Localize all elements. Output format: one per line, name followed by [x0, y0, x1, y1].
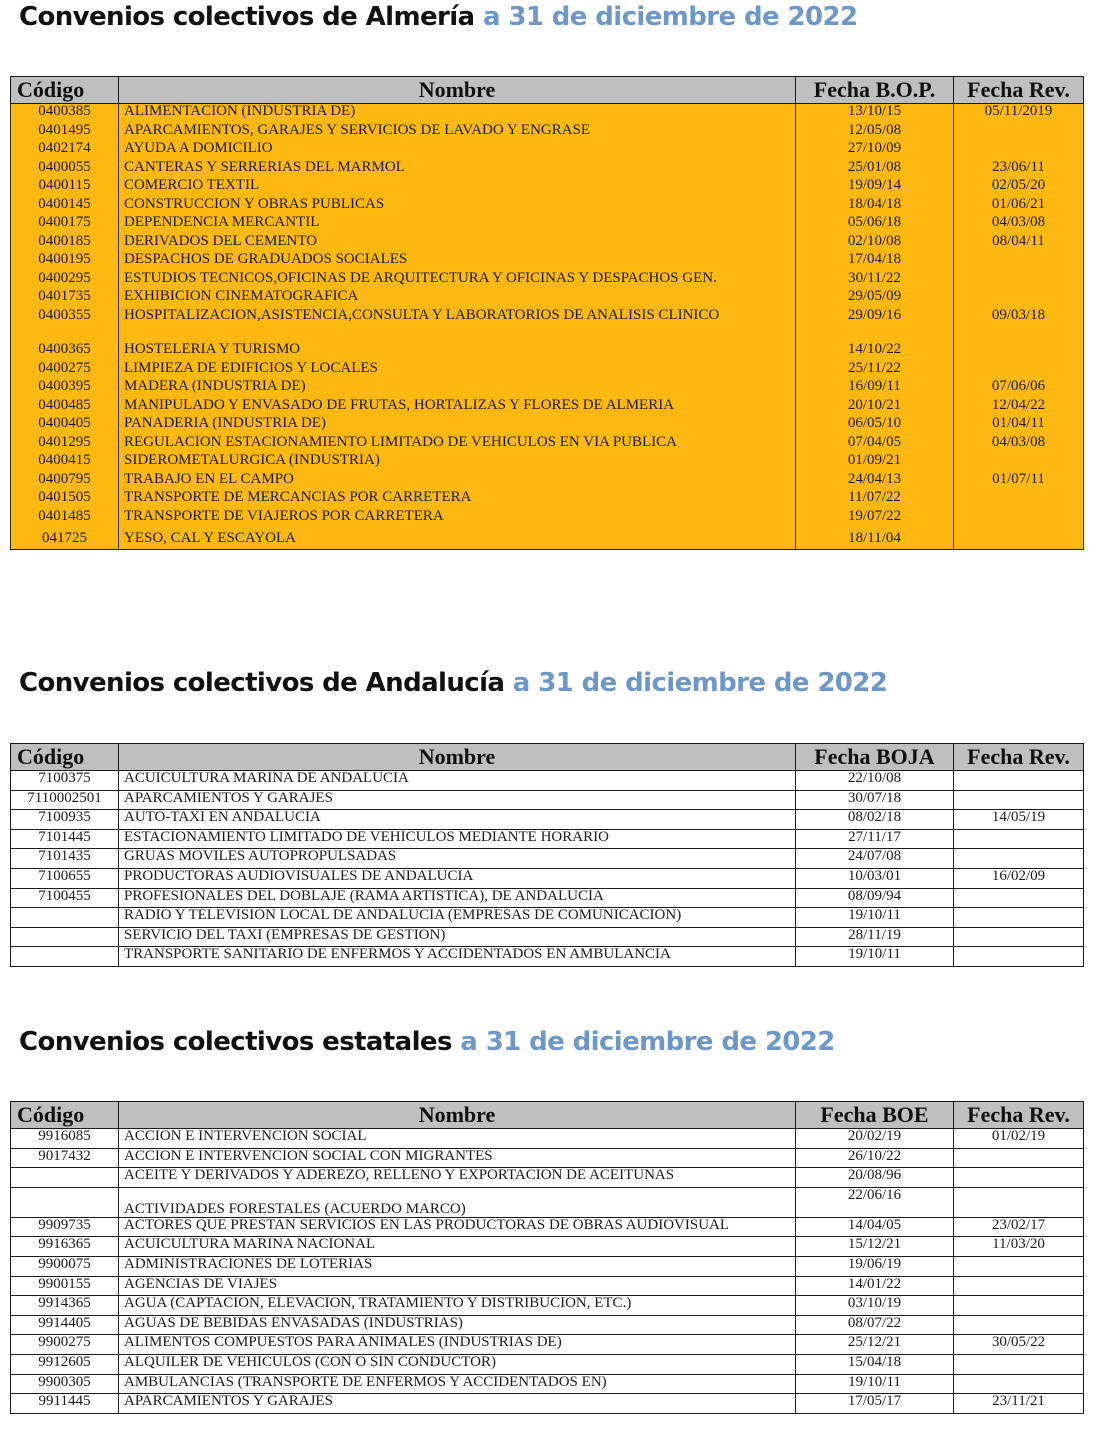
andalucia-table-body	[11, 771, 1084, 967]
cell-code	[11, 908, 119, 928]
cell-code: 9900075	[11, 1256, 119, 1276]
almeria-table	[10, 76, 1084, 550]
cell-code: 0401495	[11, 123, 119, 142]
table-row	[11, 252, 1084, 271]
cell-code: 9914405	[11, 1315, 119, 1335]
cell-code: 9916365	[11, 1237, 119, 1257]
column-header-code: Código	[11, 77, 119, 104]
cell-rev	[954, 1374, 1084, 1394]
cell-date: 25/01/08	[796, 160, 954, 179]
cell-date: 08/07/22	[796, 1315, 954, 1335]
cell-name: PANADERIA (INDUSTRIA DE)	[119, 416, 796, 435]
cell-date: 03/10/19	[796, 1296, 954, 1316]
cell-code: 9900155	[11, 1276, 119, 1296]
column-header-date: Fecha BOE	[796, 1102, 954, 1129]
cell-name: ACCION E INTERVENCION SOCIAL CON MIGRANTES	[119, 1148, 796, 1168]
cell-rev	[954, 908, 1084, 928]
cell-rev: 23/02/17	[954, 1217, 1084, 1237]
cell-name: TRABAJO EN EL CAMPO	[119, 472, 796, 491]
column-header-name: Nombre	[119, 77, 796, 104]
cell-name: APARCAMIENTOS, GARAJES Y SERVICIOS DE LAVADO Y ENGRASE	[119, 123, 796, 142]
cell-code: 0400115	[11, 178, 119, 197]
cell-date: 02/10/08	[796, 234, 954, 253]
cell-name: PROFESIONALES DEL DOBLAJE (RAMA ARTISTICA), DE ANDALUCIA	[119, 888, 796, 908]
cell-code: 0400275	[11, 361, 119, 380]
cell-rev: 09/03/18	[954, 308, 1084, 342]
table-row	[11, 1374, 1084, 1394]
table-row	[11, 1237, 1084, 1257]
table-row	[11, 810, 1084, 830]
cell-name: AGUAS DE BEBIDAS ENVASADAS (INDUSTRIAS)	[119, 1315, 796, 1335]
cell-date: 12/05/08	[796, 123, 954, 142]
table-header-row	[11, 1102, 1084, 1129]
cell-date: 27/10/09	[796, 141, 954, 160]
cell-name: EXHIBICIÓN CINEMATOGRÁFICA	[119, 289, 796, 308]
cell-rev: 23/06/11	[954, 160, 1084, 179]
cell-rev	[954, 271, 1084, 290]
cell-rev: 01/06/21	[954, 197, 1084, 216]
cell-name: GRUAS MOVILES AUTOPROPULSADAS	[119, 849, 796, 869]
table-row	[11, 361, 1084, 380]
table-header-row	[11, 77, 1084, 104]
cell-date: 19/10/11	[796, 908, 954, 928]
cell-date: 24/07/08	[796, 849, 954, 869]
cell-code: 0401735	[11, 289, 119, 308]
cell-rev	[954, 361, 1084, 380]
table-row	[11, 472, 1084, 491]
cell-date: 20/08/96	[796, 1168, 954, 1188]
cell-name: ACEITE Y DERIVADOS Y ADEREZO, RELLENO Y EXPORTACION DE ACEITUNAS	[119, 1168, 796, 1188]
cell-code: 0401505	[11, 490, 119, 509]
cell-date: 08/02/18	[796, 810, 954, 830]
cell-date: 30/07/18	[796, 790, 954, 810]
cell-rev	[954, 1354, 1084, 1374]
cell-code: 0400395	[11, 379, 119, 398]
cell-rev: 14/05/19	[954, 810, 1084, 830]
cell-code: 0400405	[11, 416, 119, 435]
cell-code: 7100375	[11, 771, 119, 791]
cell-name: CONSTRUCCION Y OBRAS PUBLICAS	[119, 197, 796, 216]
cell-rev	[954, 1168, 1084, 1188]
cell-code: 041725	[11, 527, 119, 550]
cell-name: ACTIVIDADES FORESTALES (ACUERDO MARCO)	[119, 1187, 796, 1217]
cell-date: 01/09/21	[796, 453, 954, 472]
table-row	[11, 1217, 1084, 1237]
table-row	[11, 1148, 1084, 1168]
cell-name: CANTERAS Y SERRERIAS DEL MARMOL	[119, 160, 796, 179]
cell-name: ACTORES QUE PRESTAN SERVICIOS EN LAS PRODUCTORAS DE OBRAS AUDIOVISUAL	[119, 1217, 796, 1237]
cell-name: DEPENDENCIA MERCANTIL	[119, 215, 796, 234]
cell-code: 0401295	[11, 435, 119, 454]
cell-code: 9912605	[11, 1354, 119, 1374]
cell-date: 16/09/11	[796, 379, 954, 398]
cell-rev: 11/03/20	[954, 1237, 1084, 1257]
almeria-table-body	[11, 104, 1084, 550]
cell-rev	[954, 527, 1084, 550]
cell-name: YESO, CAL Y ESCAYOLA	[119, 527, 796, 550]
cell-date: 25/12/21	[796, 1335, 954, 1355]
cell-rev	[954, 771, 1084, 791]
cell-name: ADMINISTRACIONES DE LOTERIAS	[119, 1256, 796, 1276]
cell-rev	[954, 453, 1084, 472]
cell-date: 28/11/19	[796, 927, 954, 947]
table-row	[11, 234, 1084, 253]
cell-name: DESPACHOS DE GRADUADOS SOCIALES	[119, 252, 796, 271]
column-header-date: Fecha B.O.P.	[796, 77, 954, 104]
cell-code: 0401485	[11, 509, 119, 528]
cell-rev: 05/11/2019	[954, 104, 1084, 123]
cell-date: 26/10/22	[796, 1148, 954, 1168]
table-row	[11, 160, 1084, 179]
cell-rev	[954, 1315, 1084, 1335]
cell-date: 05/06/18	[796, 215, 954, 234]
table-row	[11, 1276, 1084, 1296]
cell-date: 27/11/17	[796, 829, 954, 849]
cell-code	[11, 927, 119, 947]
andalucia-table	[10, 743, 1084, 967]
cell-rev: 01/07/11	[954, 472, 1084, 491]
table-row	[11, 104, 1084, 123]
cell-rev	[954, 1296, 1084, 1316]
cell-rev	[954, 947, 1084, 967]
table-row	[11, 342, 1084, 361]
cell-date: 15/12/21	[796, 1237, 954, 1257]
cell-code: 9914365	[11, 1296, 119, 1316]
cell-code: 7100655	[11, 868, 119, 888]
table-row	[11, 271, 1084, 290]
cell-name: AMBULANCIAS (TRANSPORTE DE ENFERMOS Y ACCIDENTADOS EN)	[119, 1374, 796, 1394]
cell-rev	[954, 252, 1084, 271]
andalucia-title	[19, 667, 887, 699]
cell-name: HOSTELERIA Y TURISMO	[119, 342, 796, 361]
cell-date: 13/10/15	[796, 104, 954, 123]
cell-rev: 12/04/22	[954, 398, 1084, 417]
cell-name: MANIPULADO Y ENVASADO DE FRUTAS, HORTALIZAS Y FLORES DE ALMERIA	[119, 398, 796, 417]
cell-code: 0400485	[11, 398, 119, 417]
cell-name: HOSPITALIZACION,ASISTENCIA,CONSULTA Y LABORATORIOS DE ANALISIS CLINICO	[119, 308, 796, 342]
cell-date: 17/05/17	[796, 1394, 954, 1414]
table-row	[11, 1129, 1084, 1149]
cell-name: SERVICIO DEL TAXI (EMPRESAS DE GESTIÓN)	[119, 927, 796, 947]
table-row	[11, 908, 1084, 928]
cell-date: 14/04/05	[796, 1217, 954, 1237]
cell-name: SIDEROMETALURGICA (INDUSTRIA)	[119, 453, 796, 472]
cell-date: 10/03/01	[796, 868, 954, 888]
cell-code: 0400145	[11, 197, 119, 216]
almeria-title	[19, 1, 857, 33]
cell-name: AGENCIAS DE VIAJES	[119, 1276, 796, 1296]
table-row	[11, 927, 1084, 947]
cell-date: 14/01/22	[796, 1276, 954, 1296]
cell-name: AGUA (CAPTACION, ELEVACION, TRATAMIENTO Y DISTRIBUCION, ETC.)	[119, 1296, 796, 1316]
table-row	[11, 398, 1084, 417]
cell-rev: 16/02/09	[954, 868, 1084, 888]
cell-rev: 01/02/19	[954, 1129, 1084, 1149]
cell-name: RADIO Y TELEVISION LOCAL DE ANDALUCÍA (EMPRESAS DE COMUNICACIÓN)	[119, 908, 796, 928]
table-row	[11, 849, 1084, 869]
table-row	[11, 947, 1084, 967]
cell-date: 19/06/19	[796, 1256, 954, 1276]
table-row	[11, 416, 1084, 435]
table-row	[11, 771, 1084, 791]
cell-code: 9911445	[11, 1394, 119, 1414]
cell-code: 0402174	[11, 141, 119, 160]
column-header-rev: Fecha Rev.	[954, 1102, 1084, 1129]
cell-rev	[954, 1276, 1084, 1296]
cell-name: ALIMENTACION (INDUSTRIA DE)	[119, 104, 796, 123]
cell-date: 29/09/16	[796, 308, 954, 342]
cell-name: TRANSPORTE DE VIAJEROS POR CARRETERA	[119, 509, 796, 528]
cell-date: 19/10/11	[796, 947, 954, 967]
table-row	[11, 829, 1084, 849]
table-row	[11, 1315, 1084, 1335]
cell-rev: 08/04/11	[954, 234, 1084, 253]
cell-name: AYUDA A DOMICILIO	[119, 141, 796, 160]
cell-name: AUTO-TAXI EN ANDALUCIA	[119, 810, 796, 830]
table-row	[11, 1335, 1084, 1355]
cell-code: 9017432	[11, 1148, 119, 1168]
cell-code: 9900305	[11, 1374, 119, 1394]
cell-rev	[954, 141, 1084, 160]
table-row	[11, 197, 1084, 216]
cell-date: 07/04/05	[796, 435, 954, 454]
cell-date: 22/06/16	[796, 1187, 954, 1217]
cell-rev	[954, 888, 1084, 908]
cell-rev: 02/05/20	[954, 178, 1084, 197]
table-row	[11, 509, 1084, 528]
cell-date: 11/07/22	[796, 490, 954, 509]
cell-rev	[954, 1187, 1084, 1217]
cell-date: 24/04/13	[796, 472, 954, 491]
cell-rev	[954, 927, 1084, 947]
cell-name: ESTUDIOS TECNICOS,OFICINAS DE ARQUITECTURA Y OFICINAS Y DESPACHOS GEN.	[119, 271, 796, 290]
cell-code: 0400175	[11, 215, 119, 234]
cell-rev: 04/03/08	[954, 435, 1084, 454]
column-header-code: Código	[11, 744, 119, 771]
cell-rev	[954, 1148, 1084, 1168]
cell-rev: 07/06/06	[954, 379, 1084, 398]
table-row	[11, 123, 1084, 142]
cell-name: APARCAMIENTOS Y GARAJES	[119, 790, 796, 810]
cell-date: 25/11/22	[796, 361, 954, 380]
cell-rev: 30/05/22	[954, 1335, 1084, 1355]
table-row	[11, 178, 1084, 197]
cell-code: 7100935	[11, 810, 119, 830]
table-row	[11, 215, 1084, 234]
cell-name: DERIVADOS DEL CEMENTO	[119, 234, 796, 253]
cell-rev	[954, 342, 1084, 361]
cell-date: 08/09/94	[796, 888, 954, 908]
cell-code: 0400795	[11, 472, 119, 491]
cell-name: MADERA (INDUSTRIA DE)	[119, 379, 796, 398]
cell-name: ACUICULTURA MARINA DE ANDALUCIA	[119, 771, 796, 791]
andalucia-title-date: a 31 de diciembre de 2022	[512, 668, 888, 698]
cell-name: REGULACION ESTACIONAMIENTO LIMITADO DE VEHICULOS EN VIA PUBLICA	[119, 435, 796, 454]
column-header-name: Nombre	[119, 1102, 796, 1129]
cell-date: 18/04/18	[796, 197, 954, 216]
cell-code: 0400185	[11, 234, 119, 253]
cell-rev	[954, 490, 1084, 509]
cell-code: 9916085	[11, 1129, 119, 1149]
cell-name: ESTACIONAMIENTO LIMITADO DE VEHÍCULOS MEDIANTE HORARIO	[119, 829, 796, 849]
estatales-table	[10, 1101, 1084, 1414]
cell-date: 19/09/14	[796, 178, 954, 197]
cell-date: 06/05/10	[796, 416, 954, 435]
table-row	[11, 1187, 1084, 1217]
estatales-table-body	[11, 1129, 1084, 1414]
cell-date: 22/10/08	[796, 771, 954, 791]
cell-rev: 01/04/11	[954, 416, 1084, 435]
table-header-row	[11, 744, 1084, 771]
table-row	[11, 379, 1084, 398]
table-row	[11, 868, 1084, 888]
table-row	[11, 141, 1084, 160]
cell-rev	[954, 829, 1084, 849]
cell-code: 9900275	[11, 1335, 119, 1355]
cell-date: 20/10/21	[796, 398, 954, 417]
cell-code: 0400365	[11, 342, 119, 361]
table-row	[11, 308, 1084, 342]
cell-rev: 23/11/21	[954, 1394, 1084, 1414]
estatales-title-date: a 31 de diciembre de 2022	[460, 1027, 835, 1057]
almeria-title-date: a 31 de diciembre de 2022	[482, 2, 858, 32]
almeria-title-text: Convenios colectivos de Almería	[19, 2, 475, 32]
cell-name: ALIMENTOS COMPUESTOS PARA ANIMALES (INDUSTRIAS DE)	[119, 1335, 796, 1355]
cell-code: 0400195	[11, 252, 119, 271]
table-row	[11, 790, 1084, 810]
cell-rev	[954, 123, 1084, 142]
cell-code: 9909735	[11, 1217, 119, 1237]
table-row	[11, 1354, 1084, 1374]
cell-code	[11, 947, 119, 967]
cell-name: COMERCIO TEXTIL	[119, 178, 796, 197]
cell-code: 0400415	[11, 453, 119, 472]
table-row	[11, 1394, 1084, 1414]
table-row	[11, 453, 1084, 472]
cell-rev: 04/03/08	[954, 215, 1084, 234]
table-row	[11, 888, 1084, 908]
cell-rev	[954, 1256, 1084, 1276]
cell-code	[11, 1187, 119, 1217]
cell-date: 19/07/22	[796, 509, 954, 528]
table-row	[11, 289, 1084, 308]
cell-name: PRODUCTORAS AUDIOVISUALES DE ANDALUCIA	[119, 868, 796, 888]
cell-code: 0400355	[11, 308, 119, 342]
column-header-code: Código	[11, 1102, 119, 1129]
cell-code: 0400385	[11, 104, 119, 123]
cell-code: 7101445	[11, 829, 119, 849]
table-row	[11, 1296, 1084, 1316]
cell-date: 15/04/18	[796, 1354, 954, 1374]
cell-code	[11, 1168, 119, 1188]
cell-code: 7100455	[11, 888, 119, 908]
cell-rev	[954, 790, 1084, 810]
cell-date: 30/11/22	[796, 271, 954, 290]
cell-rev	[954, 289, 1084, 308]
cell-name: LIMPIEZA DE EDIFICIOS Y LOCALES	[119, 361, 796, 380]
cell-name: ACCION E INTERVENCION SOCIAL	[119, 1129, 796, 1149]
cell-name: TRANSPORTE DE MERCANCIAS POR CARRETERA	[119, 490, 796, 509]
cell-code: 7101435	[11, 849, 119, 869]
column-header-rev: Fecha Rev.	[954, 744, 1084, 771]
cell-code: 7110002501	[11, 790, 119, 810]
cell-date: 29/05/09	[796, 289, 954, 308]
table-row	[11, 527, 1084, 550]
cell-date: 20/02/19	[796, 1129, 954, 1149]
cell-code: 0400295	[11, 271, 119, 290]
cell-name: ALQUILER DE VEHICULOS (CON O SIN CONDUCTOR)	[119, 1354, 796, 1374]
column-header-date: Fecha BOJA	[796, 744, 954, 771]
cell-date: 19/10/11	[796, 1374, 954, 1394]
cell-code: 0400055	[11, 160, 119, 179]
table-row	[11, 435, 1084, 454]
cell-name: ACUICULTURA MARINA NACIONAL	[119, 1237, 796, 1257]
cell-rev	[954, 509, 1084, 528]
cell-name: TRANSPORTE SANITARIO DE ENFERMOS Y ACCIDENTADOS EN AMBULANCIA	[119, 947, 796, 967]
table-row	[11, 1168, 1084, 1188]
cell-date: 18/11/04	[796, 527, 954, 550]
column-header-rev: Fecha Rev.	[954, 77, 1084, 104]
estatales-title	[19, 1026, 835, 1058]
cell-name: APARCAMIENTOS Y GARAJES	[119, 1394, 796, 1414]
table-row	[11, 490, 1084, 509]
cell-date: 17/04/18	[796, 252, 954, 271]
column-header-name: Nombre	[119, 744, 796, 771]
table-row	[11, 1256, 1084, 1276]
andalucia-title-text: Convenios colectivos de Andalucía	[19, 668, 505, 698]
cell-rev	[954, 849, 1084, 869]
cell-date: 14/10/22	[796, 342, 954, 361]
estatales-title-text: Convenios colectivos estatales	[19, 1027, 452, 1057]
